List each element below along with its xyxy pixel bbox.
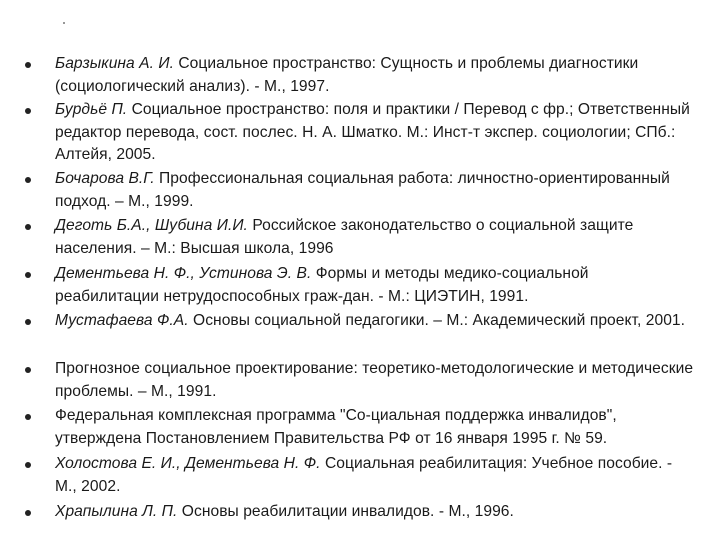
reference-author: Дементьева Н. Ф., Устинова Э. В. <box>55 265 312 282</box>
reference-entry <box>55 501 695 524</box>
reference-text: Прогнозное социальное проектирование: теоретико-методологические и методические проблемы. – М., 1991. <box>55 360 694 400</box>
reference-text: Социальная реабилитация: Учебное пособие. - М., 2002. <box>55 455 673 495</box>
reference-entry <box>55 99 695 167</box>
reference-entry <box>55 358 695 403</box>
bullet-icon <box>25 462 31 468</box>
reference-author: Холостова Е. И., Дементьева Н. Ф. <box>55 455 321 472</box>
reference-text: Социальное пространство: поля и практики / Перевод с фр.; Ответственный редактор перевода, сост. послес. Н. А. Шматко. М.: Инст-т экспер. социологии; СПб.: Алтейя, 2005. <box>55 101 690 163</box>
reference-author: Бочарова В.Г. <box>55 170 155 187</box>
reference-text: Российское законодательство о социальной защите населения. – М.: Высшая школа, 1996 <box>55 217 634 257</box>
bullet-icon <box>25 510 31 516</box>
bullet-icon <box>25 224 31 230</box>
reference-entry <box>55 453 695 498</box>
bullet-icon <box>25 319 31 325</box>
reference-author: Бурдьё П. <box>55 101 128 118</box>
reference-author: Храпылина Л. П. <box>55 503 178 520</box>
bullet-icon <box>25 177 31 183</box>
reference-text: Социальное пространство: Сущность и проблемы диагностики (социологический анализ). - М., 1997. <box>55 55 639 95</box>
reference-author: Мустафаева Ф.А. <box>55 312 189 329</box>
bullet-icon <box>25 272 31 278</box>
reference-entry <box>55 263 695 308</box>
reference-text: Формы и методы медико-социальной реабилитации нетрудоспособных граж-дан. - М.: ЦИЭТИН, 1991. <box>55 265 589 305</box>
reference-text: Основы реабилитации инвалидов. - М., 1996. <box>177 503 514 520</box>
reference-author: Деготь Б.А., Шубина И.И. <box>55 217 248 234</box>
reference-entry <box>55 168 695 213</box>
reference-text: Профессиональная социальная работа: личностно-ориентированный подход. – М., 1999. <box>55 170 670 210</box>
reference-entry <box>55 215 695 260</box>
bullet-icon <box>25 108 31 114</box>
reference-author: Барзыкина А. И. <box>55 55 174 72</box>
bullet-icon <box>25 367 31 373</box>
reference-text: Федеральная комплексная программа "Со-циальная поддержка инвалидов", утверждена Постановлением Правительства РФ от 16 января 1995 г. № 59. <box>55 407 617 447</box>
decorative-dot <box>63 22 65 24</box>
bullet-icon <box>25 414 31 420</box>
reference-entry <box>55 53 695 98</box>
reference-entry <box>55 310 695 333</box>
reference-text: Основы социальной педагогики. – М.: Академический проект, 2001. <box>188 312 686 329</box>
bullet-icon <box>25 62 31 68</box>
reference-entry <box>55 405 695 450</box>
